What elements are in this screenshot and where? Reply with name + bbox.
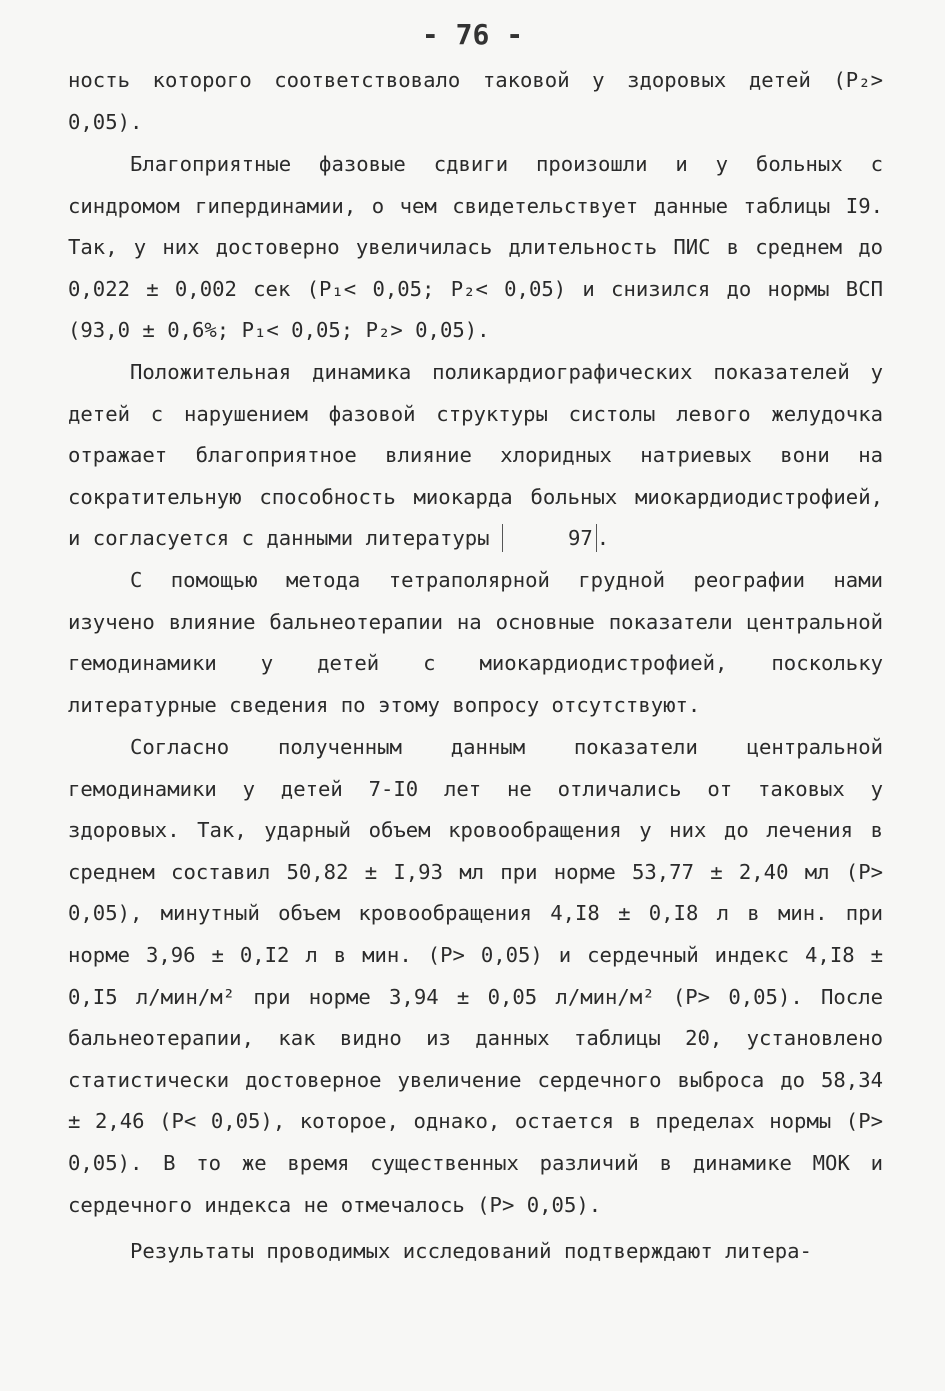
paragraph-polycardiography-text: Положительная динамика поликардиографических показателей у детей с нарушением фазовой структуры систолы левого желудочка отражает благоприятное влияние хлоридных натриевых вони на сократительную способность миокарда больных миокардиодистрофией, и согласуется с данными литературы <box>68 360 883 551</box>
reference-tail: . <box>596 526 610 551</box>
paragraph-polycardiography <box>68 352 883 560</box>
paragraph-hyperdynamia: Благоприятные фазовые сдвиги произошли и у больных с синдромом гипердинамии, о чем свидетельствует данные таблицы I9. Так, у них достоверно увеличилась длительность ПИС в среднем до 0,022 ± 0,002 сек (P₁< 0,05; P₂< 0,05) и снизился до нормы ВСП (93,0 ± 0,6%; P₁< 0,05; P₂> 0,05). <box>68 152 883 343</box>
literature-reference: 97 <box>502 524 597 552</box>
paragraph-hemodynamics: Согласно полученным данным показатели центральной гемодинамики у детей 7-I0 лет не отличались от таковых у здоровых. Так, ударный объем кровообращения у них до лечения в среднем составил 50,82 ± I,93 мл при норме 53,77 ± 2,40 мл (P> 0,05), минутный объем кровообращения 4,I8 ± 0,I8 л в мин. при норме 3,96 ± 0,I2 л в мин. (P> 0,05) и сердечный индекс 4,I8 ± 0,I5 л/мин/м² при норме 3,94 ± 0,05 л/мин/м² (P> 0,05). После бальнеотерапии, как видно из данных таблицы 20, установлено статистически достоверное увеличение сердечного выброса до 58,34 ± 2,46 (P< 0,05), которое, однако, остается в пределах нормы (P> 0,05). В то же время существенных различий в динамике МОК и сердечного индекса не отмечалось (P> 0,05). <box>68 735 883 1217</box>
paragraph-rheography: С помощью метода тетраполярной грудной реографии нами изучено влияние бальнеотерапии на основные показатели центральной гемодинамики у детей с миокардиодистрофией, поскольку литературные сведения по этому вопросу отсутствуют. <box>68 568 883 717</box>
paragraph-results: Результаты проводимых исследований подтверждают литера- <box>130 1239 812 1263</box>
page-number: - 76 - <box>421 18 524 51</box>
paragraph-continuation: ность которого соответствовало таковой у здоровых детей (P₂> 0,05). <box>68 68 883 134</box>
